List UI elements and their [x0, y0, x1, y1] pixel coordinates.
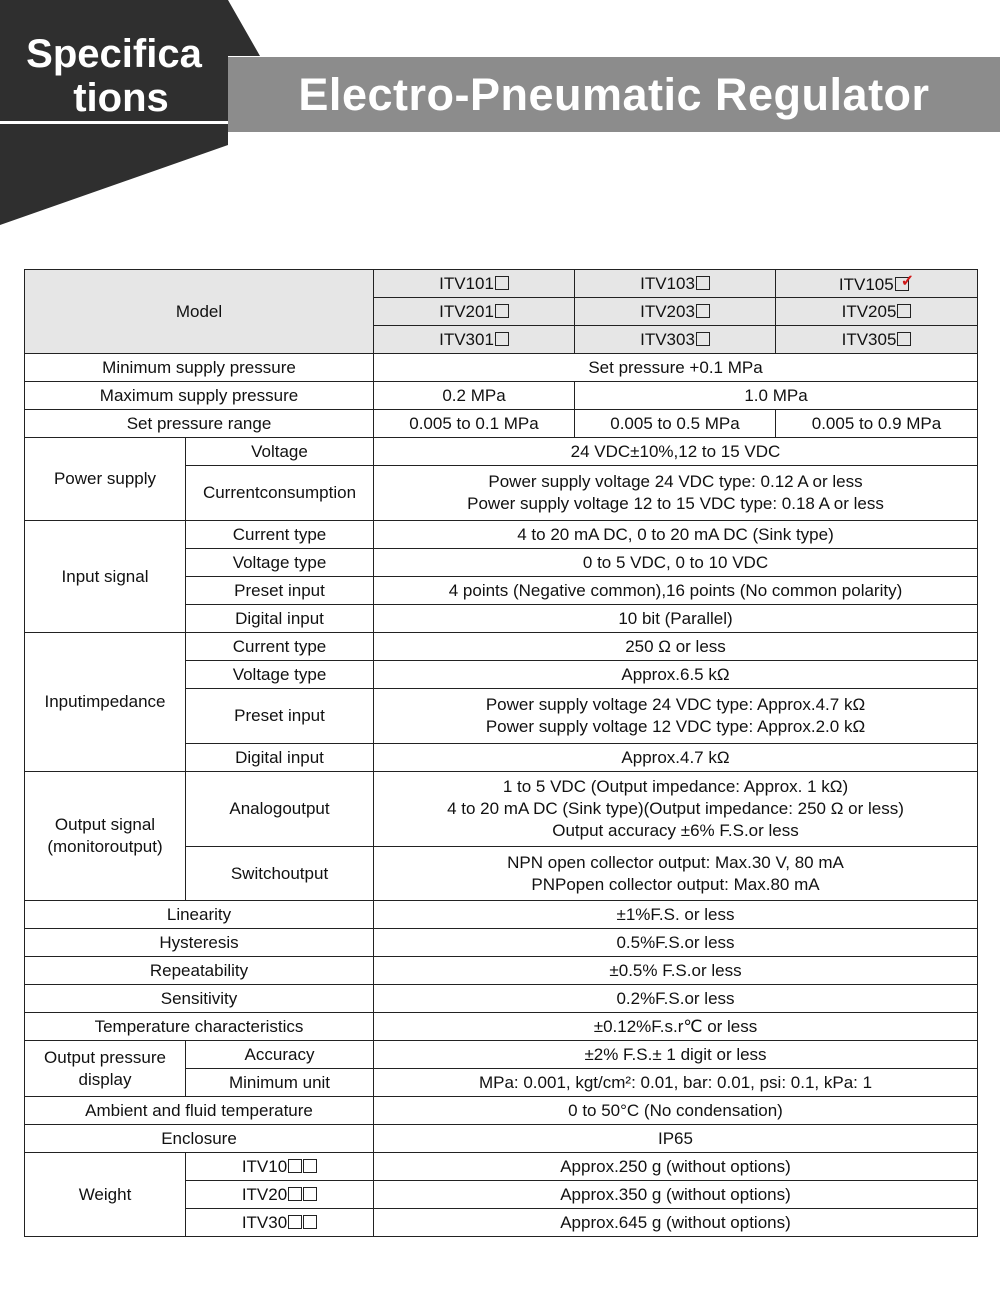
ambient-temperature-value: 0 to 50°C (No condensation): [374, 1097, 978, 1125]
max-supply-label: Maximum supply pressure: [25, 382, 374, 410]
checkbox-icon: [288, 1187, 302, 1201]
impedance-digital-value: Approx.4.7 kΩ: [374, 744, 978, 772]
model-cell: ITV205: [776, 298, 978, 326]
table-row: [25, 957, 978, 985]
weight-model: ITV20: [186, 1181, 374, 1209]
set-range-value-1: 0.005 to 0.1 MPa: [374, 410, 575, 438]
checkbox-icon: [696, 332, 710, 346]
impedance-preset-line-2: Power supply voltage 12 VDC type: Approx.2.0 kΩ: [485, 717, 866, 736]
linearity-label: Linearity: [25, 901, 374, 929]
table-row: [25, 772, 978, 847]
specifications-label-line2: tions: [73, 76, 169, 120]
current-consumption-line-1: Power supply voltage 24 VDC type: 0.12 A or less: [488, 472, 863, 491]
page-title: Electro-Pneumatic Regulator: [298, 68, 930, 120]
impedance-preset-line-1: Power supply voltage 24 VDC type: Approx.4.7 kΩ: [485, 695, 866, 714]
input-signal-value: 10 bit (Parallel): [374, 605, 978, 633]
switch-output-sub: Switchoutput: [186, 847, 374, 901]
checkbox-icon: [495, 332, 509, 346]
impedance-voltage-value: Approx.6.5 kΩ: [374, 661, 978, 689]
checkbox-icon: [897, 332, 911, 346]
model-cell: ITV305: [776, 326, 978, 354]
check-mark-icon: ✓: [900, 273, 915, 290]
impedance-current-sub: Current type: [186, 633, 374, 661]
analog-output-line-1: 1 to 5 VDC (Output impedance: Approx. 1 kΩ): [502, 777, 849, 796]
impedance-preset-value: [374, 689, 978, 744]
checkbox-icon: [696, 276, 710, 290]
sensitivity-value: 0.2%F.S.or less: [374, 985, 978, 1013]
checkbox-icon: [288, 1215, 302, 1229]
input-signal-value: 0 to 5 VDC, 0 to 10 VDC: [374, 549, 978, 577]
switch-output-value: [374, 847, 978, 901]
hysteresis-label: Hysteresis: [25, 929, 374, 957]
analog-output-line-2: 4 to 20 mA DC (Sink type)(Output impedance: 250 Ω or less): [447, 799, 904, 818]
analog-output-line-3: Output accuracy ±6% F.S.or less: [552, 821, 799, 840]
input-signal-value: 4 to 20 mA DC, 0 to 20 mA DC (Sink type): [374, 521, 978, 549]
model-cell: ITV101: [374, 270, 575, 298]
ambient-temperature-label: Ambient and fluid temperature: [25, 1097, 374, 1125]
temperature-characteristics-label: Temperature characteristics: [25, 1013, 374, 1041]
input-impedance-label: Inputimpedance: [25, 633, 186, 772]
current-consumption-line-2: Power supply voltage 12 to 15 VDC type: 0.18 A or less: [467, 494, 884, 513]
checkbox-icon: [303, 1187, 317, 1201]
model-cell: ITV201: [374, 298, 575, 326]
checkbox-icon: [696, 304, 710, 318]
minimum-unit-value: MPa: 0.001, kgt/cm²: 0.01, bar: 0.01, psi: 0.1, kPa: 1: [374, 1069, 978, 1097]
enclosure-label: Enclosure: [25, 1125, 374, 1153]
weight-value: Approx.250 g (without options): [374, 1153, 978, 1181]
table-row: [25, 1097, 978, 1125]
output-signal-label: [25, 772, 186, 901]
table-row: [25, 929, 978, 957]
hysteresis-value: 0.5%F.S.or less: [374, 929, 978, 957]
voltage-label: Voltage: [186, 438, 374, 466]
set-range-label: Set pressure range: [25, 410, 374, 438]
minimum-unit-sub: Minimum unit: [186, 1069, 374, 1097]
input-signal-label: Input signal: [25, 521, 186, 633]
table-row: [25, 1125, 978, 1153]
model-cell: ITV301: [374, 326, 575, 354]
min-supply-value: Set pressure +0.1 MPa: [374, 354, 978, 382]
max-supply-value-1: 0.2 MPa: [374, 382, 575, 410]
table-row: [25, 382, 978, 410]
output-pressure-display-label: [25, 1041, 186, 1097]
table-row: [25, 901, 978, 929]
accuracy-sub: Accuracy: [186, 1041, 374, 1069]
accuracy-value: ±2% F.S.± 1 digit or less: [374, 1041, 978, 1069]
table-row: [25, 1153, 978, 1181]
table-row: [25, 1013, 978, 1041]
input-signal-sub: Preset input: [186, 577, 374, 605]
enclosure-value: IP65: [374, 1125, 978, 1153]
table-row: [25, 1041, 978, 1069]
min-supply-label: Minimum supply pressure: [25, 354, 374, 382]
checkbox-icon: [495, 276, 509, 290]
repeatability-value: ±0.5% F.S.or less: [374, 957, 978, 985]
current-consumption-value: [374, 466, 978, 521]
analog-output-sub: Analogoutput: [186, 772, 374, 847]
weight-model: ITV30: [186, 1209, 374, 1237]
power-supply-label: Power supply: [25, 438, 186, 521]
display-label-line-1: Output pressure: [44, 1047, 166, 1067]
weight-value: Approx.645 g (without options): [374, 1209, 978, 1237]
set-range-value-2: 0.005 to 0.5 MPa: [575, 410, 776, 438]
model-cell: ITV105 ✓: [776, 270, 978, 298]
impedance-current-value: 250 Ω or less: [374, 633, 978, 661]
max-supply-value-2: 1.0 MPa: [575, 382, 978, 410]
table-row: [25, 438, 978, 466]
input-signal-value: 4 points (Negative common),16 points (No common polarity): [374, 577, 978, 605]
weight-model: ITV10: [186, 1153, 374, 1181]
repeatability-label: Repeatability: [25, 957, 374, 985]
display-label-line-2: display: [78, 1069, 132, 1089]
switch-output-line-2: PNPopen collector output: Max.80 mA: [531, 874, 820, 894]
specifications-label: [0, 32, 228, 124]
impedance-digital-sub: Digital input: [186, 744, 374, 772]
table-row: [25, 410, 978, 438]
table-row: [25, 633, 978, 661]
model-label: Model: [25, 270, 374, 354]
specifications-label-line1: Specifica: [26, 32, 202, 76]
checkbox-icon: [897, 304, 911, 318]
input-signal-sub: Current type: [186, 521, 374, 549]
output-signal-label-line-1: Output signal: [54, 815, 156, 834]
output-signal-label-line-2: (monitoroutput): [47, 837, 163, 856]
model-cell: ITV203: [575, 298, 776, 326]
temperature-characteristics-value: ±0.12%F.s.r℃ or less: [374, 1013, 978, 1041]
checkbox-icon: [495, 304, 509, 318]
voltage-value: 24 VDC±10%,12 to 15 VDC: [374, 438, 978, 466]
sensitivity-label: Sensitivity: [25, 985, 374, 1013]
impedance-voltage-sub: Voltage type: [186, 661, 374, 689]
model-cell: ITV103: [575, 270, 776, 298]
table-row: [25, 985, 978, 1013]
checkbox-icon: [303, 1215, 317, 1229]
spec-table: [24, 269, 978, 1237]
switch-output-line-1: NPN open collector output: Max.30 V, 80 mA: [507, 852, 844, 872]
analog-output-value: [374, 772, 978, 847]
model-cell: ITV303: [575, 326, 776, 354]
weight-label: Weight: [25, 1153, 186, 1237]
table-row-model-1: [25, 270, 978, 298]
input-signal-sub: Voltage type: [186, 549, 374, 577]
current-consumption-label: Currentconsumption: [186, 466, 374, 521]
table-row: [25, 521, 978, 549]
table-row: [25, 354, 978, 382]
linearity-value: ±1%F.S. or less: [374, 901, 978, 929]
set-range-value-3: 0.005 to 0.9 MPa: [776, 410, 978, 438]
checkbox-icon: [288, 1159, 302, 1173]
input-signal-sub: Digital input: [186, 605, 374, 633]
weight-value: Approx.350 g (without options): [374, 1181, 978, 1209]
checkbox-icon: [303, 1159, 317, 1173]
impedance-preset-sub: Preset input: [186, 689, 374, 744]
